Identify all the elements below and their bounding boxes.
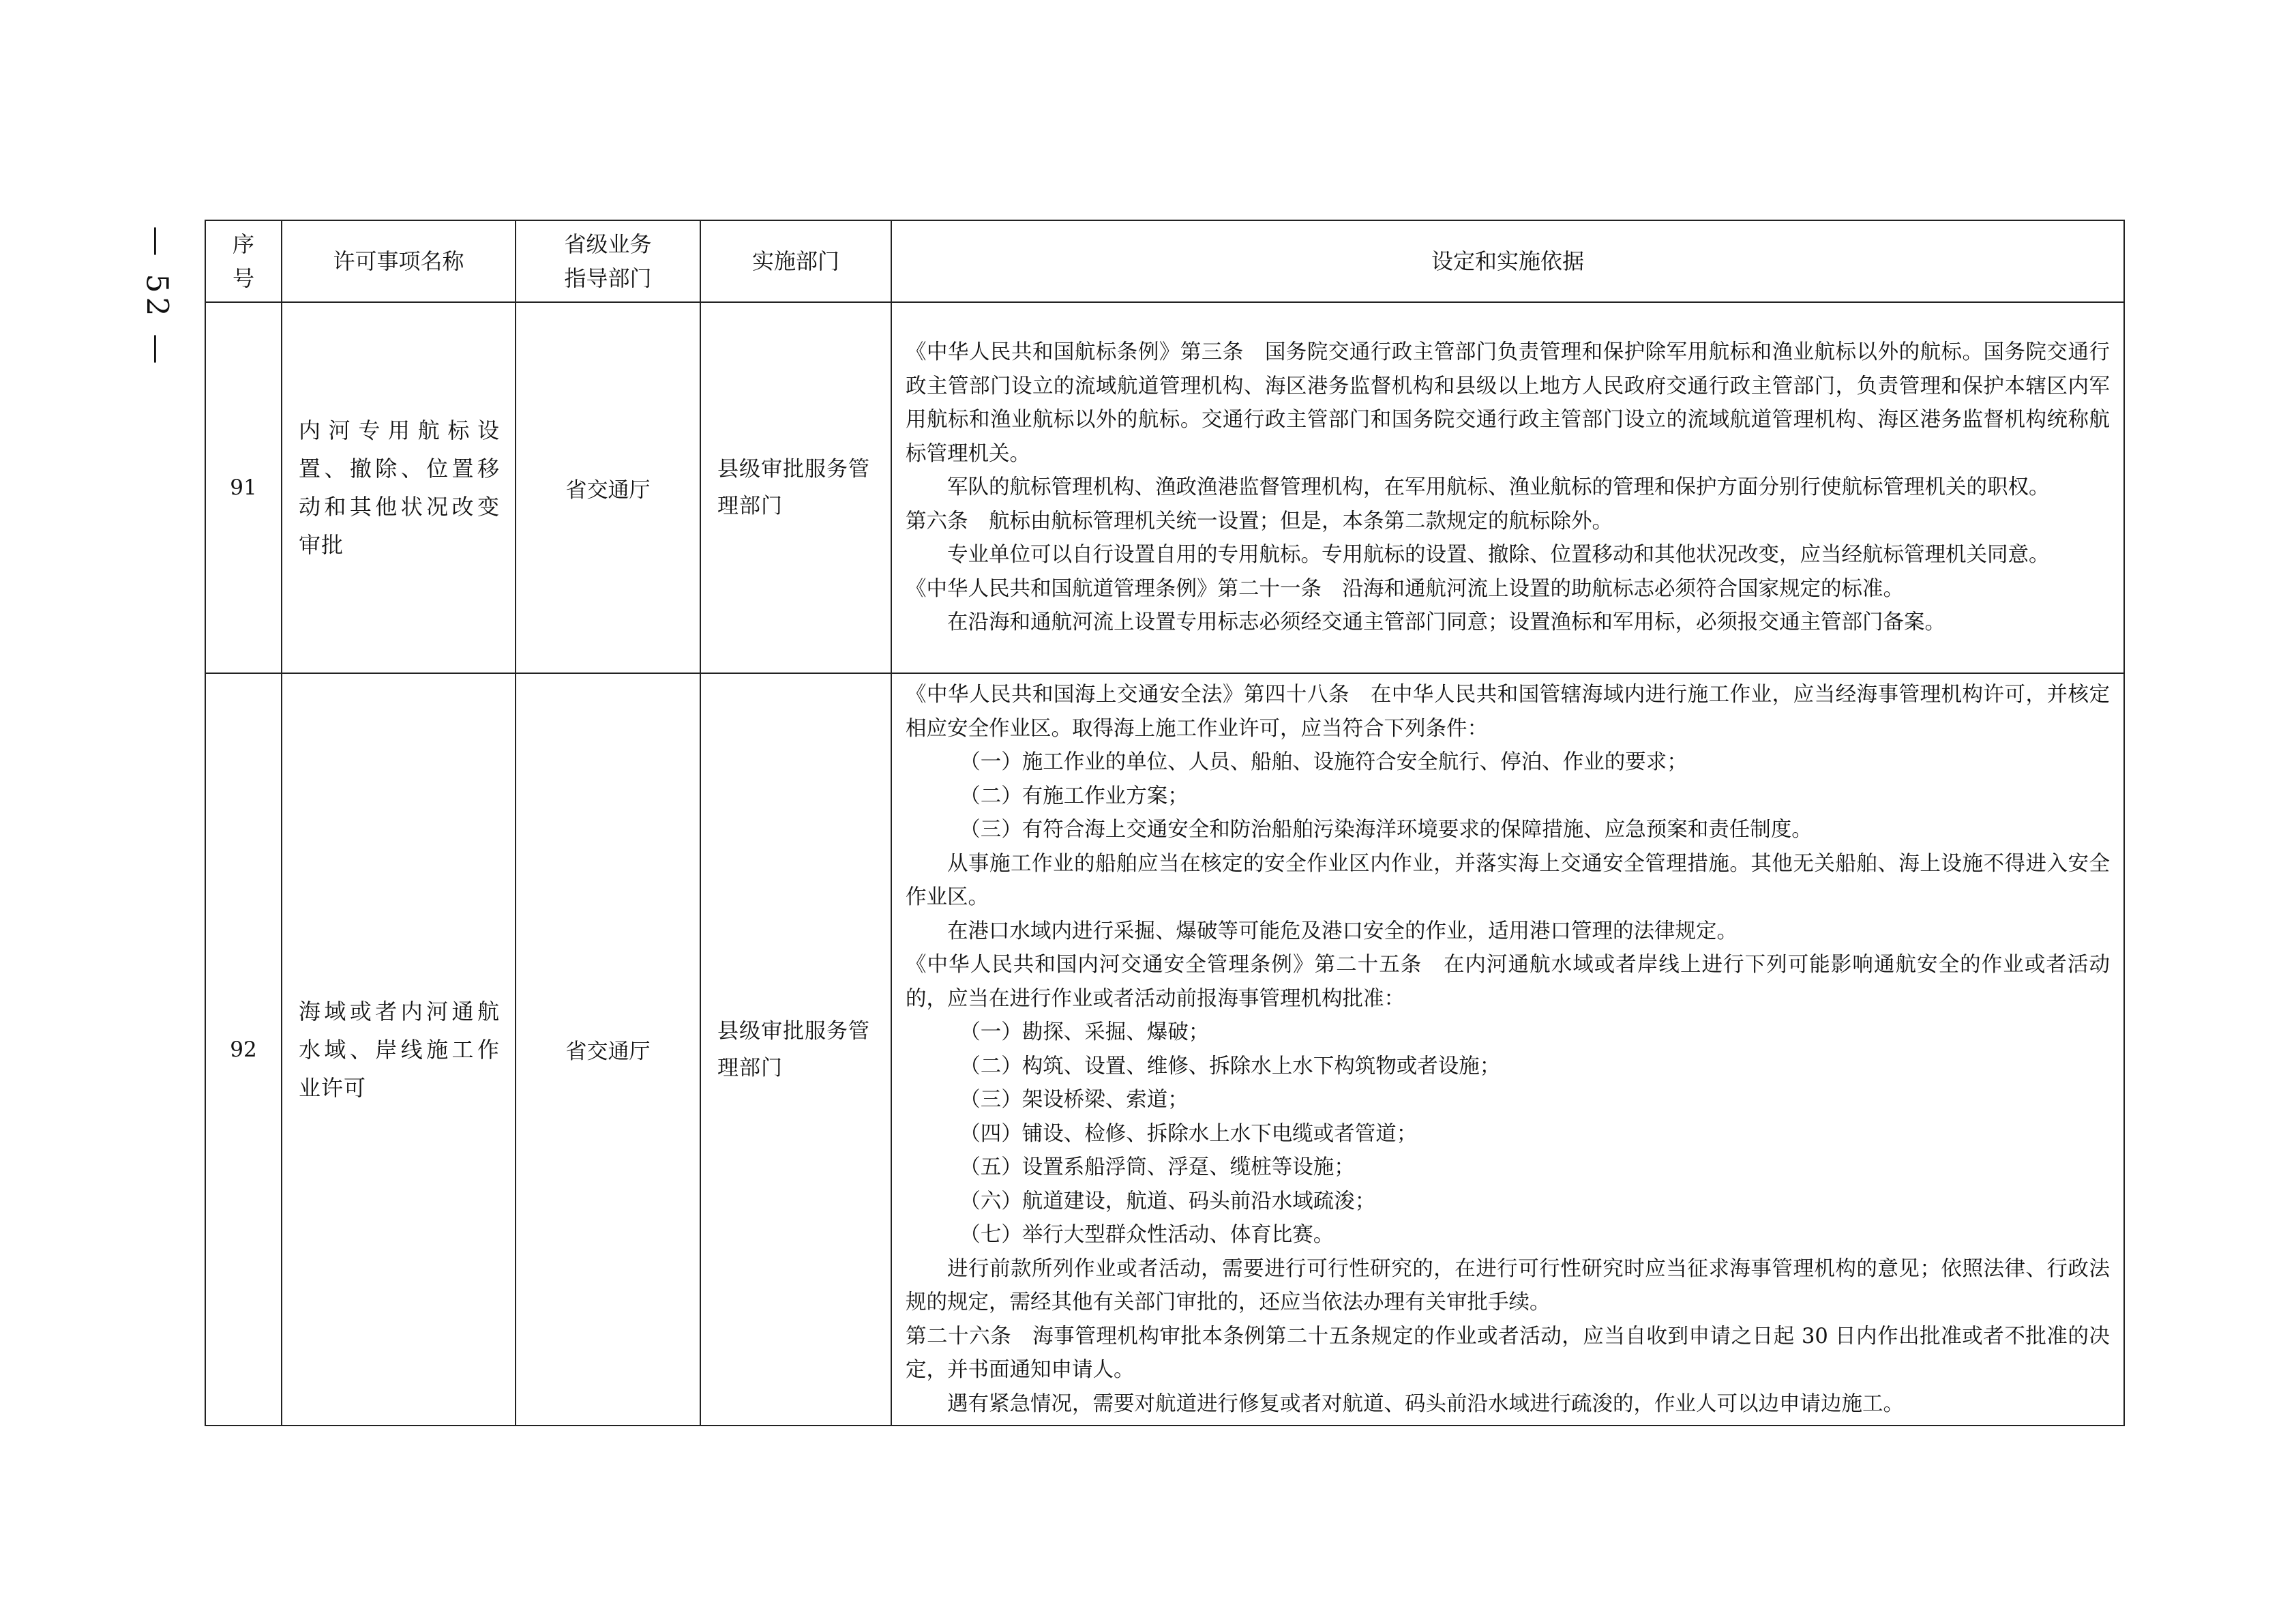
header-dept bbox=[516, 220, 700, 302]
basis-paragraph: （二）有施工作业方案； bbox=[959, 784, 1189, 808]
header-basis: 设定和实施依据 bbox=[891, 220, 2124, 302]
basis-paragraph: （一）施工作业的单位、人员、船舶、设施符合安全航行、停泊、作业的要求； bbox=[959, 750, 1688, 774]
row-legal-basis bbox=[891, 302, 2124, 673]
basis-paragraph: 第二十六条 海事管理机构审批本条例第二十五条规定的作业或者活动，应当自收到申请之日起 30 日内作出批准或者不批准的决定，并书面通知申请人。 bbox=[906, 1324, 2110, 1382]
row-impl-dept: 县级审批服务管理部门 bbox=[700, 302, 891, 673]
page-number bbox=[119, 218, 194, 375]
basis-paragraph: 《中华人民共和国航标条例》第三条 国务院交通行政主管部门负责管理和保护除军用航标和渔业航标以外的航标。国务院交通行政主管部门设立的流域航道管理机构、海区港务监督机构和县级以上地方人民政府交通行政主管部门，负责管理和保护本辖区内军用航标和渔业航标以外的航标。交通行政主管部门和国务院交通行政主管部门设立的流域航道管理机构、海区港务监督机构统称航标管理机关。 bbox=[906, 340, 2110, 466]
basis-paragraph: 在港口水域内进行采掘、爆破等可能危及港口安全的作业，适用港口管理的法律规定。 bbox=[947, 919, 1738, 943]
row-impl-dept: 县级审批服务管理部门 bbox=[700, 673, 891, 1426]
row-permit-name: 内河专用航标设置、撤除、位置移动和其他状况改变审批 bbox=[282, 302, 516, 673]
basis-paragraph: 在沿海和通航河流上设置专用标志必须经交通主管部门同意；设置渔标和军用标，必须报交通主管部门备案。 bbox=[947, 610, 1945, 635]
basis-paragraph: 进行前款所列作业或者活动，需要进行可行性研究的，在进行可行性研究时应当征求海事管理机构的意见；依照法律、行政法规的规定，需经其他有关部门审批的，还应当依法办理有关审批手续。 bbox=[906, 1256, 2110, 1314]
basis-paragraph: 专业单位可以自行设置自用的专用航标。专用航标的设置、撤除、位置移动和其他状况改变，应当经航标管理机关同意。 bbox=[947, 543, 2050, 567]
basis-paragraph: 《中华人民共和国内河交通安全管理条例》第二十五条 在内河通航水域或者岸线上进行下列可能影响通航安全的作业或者活动的，应当在进行作业或者活动前报海事管理机构批准： bbox=[906, 953, 2110, 1011]
header-dept-line-1: 省级业务 bbox=[564, 231, 652, 257]
basis-paragraph: （三）架设桥梁、索道； bbox=[959, 1088, 1189, 1112]
header-impl: 实施部门 bbox=[700, 220, 891, 302]
row-permit-name: 海域或者内河通航水域、岸线施工作业许可 bbox=[282, 673, 516, 1426]
table-row bbox=[205, 673, 2124, 1426]
table-row bbox=[205, 302, 2124, 673]
header-dept-line-2: 指导部门 bbox=[564, 265, 652, 291]
header-name: 许可事项名称 bbox=[282, 220, 516, 302]
basis-paragraph: 第六条 航标由航标管理机关统一设置；但是，本条第二款规定的航标除外。 bbox=[906, 509, 1613, 533]
basis-paragraph: （四）铺设、检修、拆除水上水下电缆或者管道； bbox=[959, 1121, 1418, 1146]
basis-paragraph: （六）航道建设，航道、码头前沿水域疏浚； bbox=[959, 1189, 1376, 1213]
header-seq-line-1: 序 bbox=[232, 231, 254, 257]
basis-paragraph: 《中华人民共和国航道管理条例》第二十一条 沿海和通航河流上设置的助航标志必须符合国家规定的标准。 bbox=[906, 576, 1904, 601]
basis-paragraph: （三）有符合海上交通安全和防治船舶污染海洋环境要求的保障措施、应急预案和责任制度。 bbox=[959, 818, 1813, 842]
basis-paragraph: 军队的航标管理机构、渔政渔港监督管理机构，在军用航标、渔业航标的管理和保护方面分别行使航标管理机关的职权。 bbox=[947, 475, 2050, 500]
row-seq: 91 bbox=[205, 302, 282, 673]
basis-paragraph: 遇有紧急情况，需要对航道进行修复或者对航道、码头前沿水域进行疏浚的，作业人可以边申请边施工。 bbox=[947, 1391, 1904, 1416]
basis-paragraph: （一）勘探、采掘、爆破； bbox=[959, 1020, 1210, 1044]
row-seq: 92 bbox=[205, 673, 282, 1426]
row-legal-basis bbox=[891, 673, 2124, 1426]
header-seq bbox=[205, 220, 282, 302]
basis-paragraph: 《中华人民共和国海上交通安全法》第四十八条 在中华人民共和国管辖海域内进行施工作业，应当经海事管理机构许可，并核定相应安全作业区。取得海上施工作业许可，应当符合下列条件： bbox=[906, 683, 2110, 741]
permit-table bbox=[205, 220, 2125, 1426]
row-guidance-dept: 省交通厅 bbox=[516, 673, 700, 1426]
page-number-text: — 52 — bbox=[139, 226, 175, 368]
basis-paragraph: （二）构筑、设置、维修、拆除水上水下构筑物或者设施； bbox=[959, 1054, 1501, 1078]
basis-paragraph: 从事施工作业的船舶应当在核定的安全作业区内作业，并落实海上交通安全管理措施。其他无关船舶、海上设施不得进入安全作业区。 bbox=[906, 851, 2110, 909]
basis-paragraph: （七）举行大型群众性活动、体育比赛。 bbox=[959, 1223, 1335, 1247]
row-guidance-dept: 省交通厅 bbox=[516, 302, 700, 673]
basis-paragraph: （五）设置系船浮筒、浮趸、缆桩等设施； bbox=[959, 1155, 1355, 1179]
table-header-row bbox=[205, 220, 2124, 302]
header-seq-line-2: 号 bbox=[232, 265, 254, 291]
